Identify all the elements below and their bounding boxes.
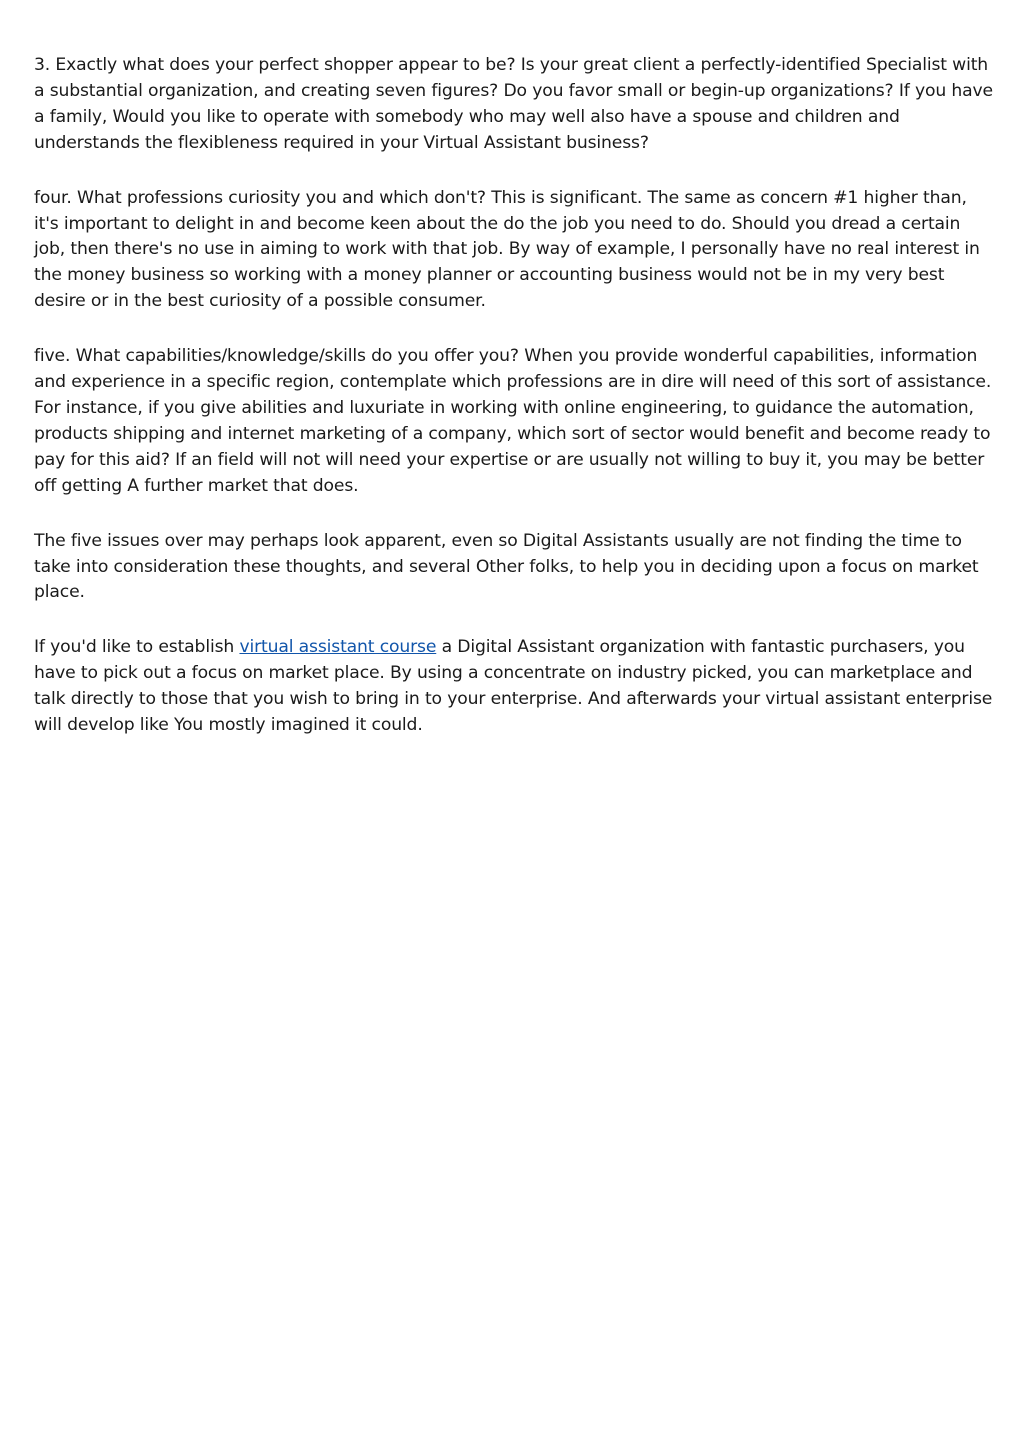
virtual-assistant-course-link[interactable]: virtual assistant course xyxy=(239,637,437,658)
paragraph-conclusion xyxy=(34,635,994,739)
conclusion-text-after-link: a Digital Assistant organization with fantastic purchasers, you have to pick out a focus on market place. By using a concentrate on industry picked, you can marketplace and talk directly to those that you wish to bring in to your enterprise. And afterwards your virtual assistant enterprise will develop like You mostly imagined it could. xyxy=(34,637,993,736)
paragraph-question-3: 3. Exactly what does your perfect shopper appear to be? Is your great client a perfectly-identified Specialist with a substantial organization, and creating seven figures? Do you favor small or begin-up organizations? If you have a family, Would you like to operate with somebody who may well also have a spouse and children and understands the flexibleness required in your Virtual Assistant business? xyxy=(34,55,993,153)
paragraph-question-5: five. What capabilities/knowledge/skills do you offer you? When you provide wonderful capabilities, information and experience in a specific region, contemplate which professions are in dire will need of this sort of assistance. For instance, if you give abilities and luxuriate in working with online engineering, to guidance the automation, products shipping and internet marketing of a company, which sort of sector would benefit and become ready to pay for this aid? If an field will not will need your expertise or are usually not willing to buy it, you may be better off getting A further market that does. xyxy=(34,346,992,496)
paragraph-question-4: four. What professions curiosity you and which don't? This is significant. The same as concern #1 higher than, it's important to delight in and become keen about the do the job you need to do. Should you dread a certain job, then there's no use in aiming to work with that job. By way of example, I personally have no real interest in the money business so working with a money planner or accounting business would not be in my very best desire or in the best curiosity of a possible consumer. xyxy=(34,187,980,312)
conclusion-text-before-link: If you'd like to establish xyxy=(34,637,240,658)
document-body xyxy=(34,53,994,768)
paragraph-summary: The five issues over may perhaps look apparent, even so Digital Assistants usually are not finding the time to take into consideration these thoughts, and several Other folks, to help you in deciding upon a focus on market place. xyxy=(34,530,979,603)
